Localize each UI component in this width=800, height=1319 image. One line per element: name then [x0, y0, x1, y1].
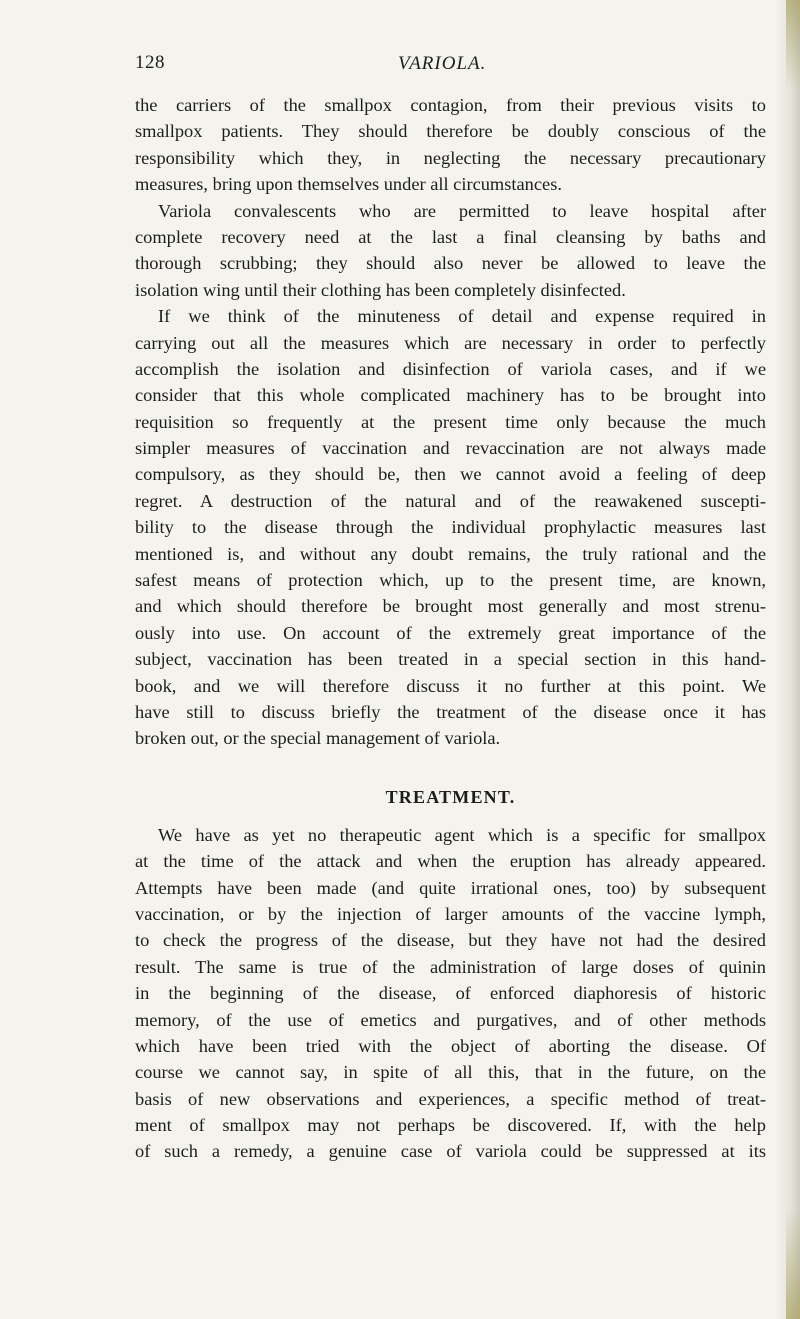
text-line: carrying out all the measures which are necessary in order to perfectly: [135, 332, 766, 353]
running-head: VARIOLA.: [398, 53, 487, 74]
text-line: measures, bring upon themselves under all circumstances.: [135, 174, 562, 195]
text-line: safest means of protection which, up to the present time, are known,: [135, 570, 766, 591]
paragraph: [135, 303, 766, 752]
paragraph: [135, 92, 766, 198]
page-edge-shadow: [774, 0, 800, 1319]
text-line: Variola convalescents who are permitted to leave hospital after: [158, 200, 766, 221]
text-line: smallpox patients. They should therefore be doubly conscious of the: [135, 121, 766, 142]
text-line: responsibility which they, in neglecting the necessary precautionary: [135, 147, 766, 168]
paragraph: [135, 822, 766, 1165]
text-line: which have been tried with the object of aborting the disease. Of: [135, 1035, 766, 1056]
page-edge-stain-bottom: [786, 1209, 800, 1319]
text-line: have still to discuss briefly the treatment of the disease once it has: [135, 701, 766, 722]
text-line: simpler measures of vaccination and revaccination are not always made: [135, 438, 766, 459]
text-line: mentioned is, and without any doubt remains, the truly rational and the: [135, 543, 766, 564]
text-line: consider that this whole complicated machinery has to be brought into: [135, 385, 766, 406]
text-line: thorough scrubbing; they should also never be allowed to leave the: [135, 253, 766, 274]
text-line: result. The same is true of the administration of large doses of quinin: [135, 956, 766, 977]
section-heading: TREATMENT.: [385, 786, 516, 807]
text-line: ously into use. On account of the extremely great importance of the: [135, 622, 766, 643]
text-line: If we think of the minuteness of detail and expense required in: [158, 306, 766, 327]
text-line: subject, vaccination has been treated in a special section in this hand-: [135, 649, 766, 670]
text-line: vaccination, or by the injection of larger amounts of the vaccine lymph,: [135, 903, 766, 924]
text-line: We have as yet no therapeutic agent which is a specific for smallpox: [158, 824, 766, 845]
text-line: bility to the disease through the individual prophylactic measures last: [135, 517, 766, 538]
text-line: Attempts have been made (and quite irrational ones, too) by subsequent: [135, 877, 766, 898]
text-line: requisition so frequently at the present time only because the much: [135, 411, 766, 432]
text-line: regret. A destruction of the natural and of the reawakened suscepti-: [135, 490, 766, 511]
text-line: compulsory, as they should be, then we cannot avoid a feeling of deep: [135, 464, 766, 485]
text-line: broken out, or the special management of variola.: [135, 728, 501, 749]
text-line: basis of new observations and experiences, a specific method of treat-: [135, 1088, 766, 1109]
paragraphs-after-heading: [135, 822, 766, 1165]
text-line: ment of smallpox may not perhaps be discovered. If, with the help: [135, 1115, 766, 1136]
text-line: of such a remedy, a genuine case of variola could be suppressed at its: [135, 1141, 766, 1162]
text-line: to check the progress of the disease, but they have not had the desired: [135, 930, 766, 951]
text-line: course we cannot say, in spite of all this, that in the future, on the: [135, 1062, 766, 1083]
text-line: and which should therefore be brought most generally and most strenu-: [135, 596, 766, 617]
text-line: complete recovery need at the last a final cleansing by baths and: [135, 226, 766, 247]
text-line: the carriers of the smallpox contagion, from their previous visits to: [135, 95, 766, 115]
page-header: [0, 52, 800, 82]
text-line: book, and we will therefore discuss it no further at this point. We: [135, 675, 766, 696]
text-line: memory, of the use of emetics and purgatives, and of other methods: [135, 1009, 766, 1030]
text-line: accomplish the isolation and disinfection of variola cases, and if we: [135, 358, 766, 379]
paragraphs-before-heading: [135, 92, 766, 752]
page-number: 128: [135, 52, 165, 73]
text-line: at the time of the attack and when the eruption has already appeared.: [135, 851, 766, 872]
text-line: in the beginning of the disease, of enforced diaphoresis of historic: [135, 983, 766, 1004]
paragraph: [135, 198, 766, 304]
body-text: [135, 92, 766, 1165]
text-line: isolation wing until their clothing has been completely disinfected.: [135, 279, 626, 300]
